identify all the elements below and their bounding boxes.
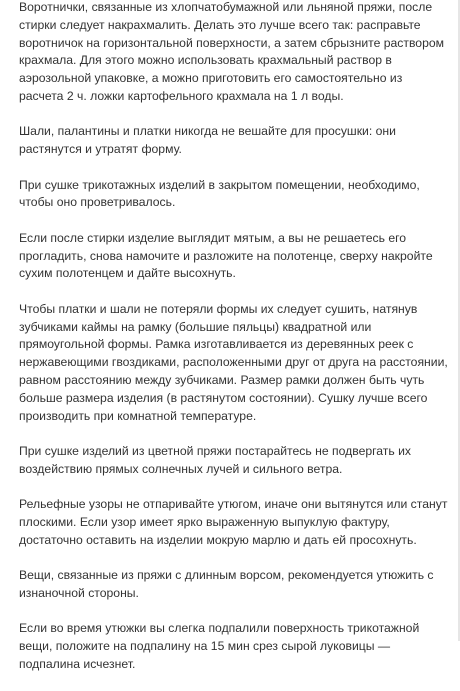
paragraph-frame-drying: Чтобы платки и шали не потеряли формы их следует сушить, натянув зубчиками каймы на рамку (большие пяльцы) квадратной или прямоугольной формы. Рамка изготавливается из деревянных реек с нержавеющими гвоздиками, расположенными друг от друга на расстоянии, равном расстоянию между зубчиками. Размер рамки должен быть чуть больше размера изделия (в растянутом состоянии). Сушку лучше всего производить при комнатной температуре. xyxy=(19,301,448,423)
article-body xyxy=(19,0,449,691)
paragraph-colored-yarn: При сушке изделий из цветной пряжи постарайтесь не подвергать их воздействию прямых солнечных лучей и сильного ветра. xyxy=(19,443,412,476)
paragraph-relief-patterns: Рельефные узоры не отпаривайте утюгом, иначе они вытянутся или станут плоскими. Если узор имеет ярко выраженную выпуклую фактуру, достаточно оставить на изделии мокрую марлю и дать ей просохнуть. xyxy=(19,497,448,547)
paragraph-wrinkled-item: Если после стирки изделие выглядит мятым, а вы не решаетесь его прогладить, снова намочите и разложите на полотенце, сверху накройте сухим полотенцем и дайте высохнуть. xyxy=(19,230,433,281)
paragraph-indoor-drying: При сушке трикотажных изделий в закрытом помещении, необходимо, чтобы оно проветривалось. xyxy=(19,177,420,210)
paragraph-long-pile: Вещи, связанные из пряжи с длинным ворсом, рекомендуется утюжить с изнаночной стороны. xyxy=(19,568,434,600)
paragraph-scorch-mark: Если во время утюжки вы слегка подпалили поверхность трикотажной вещи, положите на подпалину на 15 мин срез сырой луковицы — подпалина исчезнет. xyxy=(19,621,420,671)
paragraph-collar-starch: Воротнички, связанные из хлопчатобумажной или льняной пряжи, после стирки следует накрахмалить. Делать это лучше всего так: расправьте воротничок на горизонтальной поверхности, а затем сбрызните раствором крахмала. Для этого можно использовать крахмальный раствор в аэрозольной упаковке, а можно приготовить его самостоятельно из расчета 2 ч. ложки картофельного крахмала на 1 л воды. xyxy=(19,0,445,103)
paragraph-shawl-drying: Шали, палантины и платки никогда не вешайте для просушки: они растянутся и утратят форму. xyxy=(19,124,396,157)
